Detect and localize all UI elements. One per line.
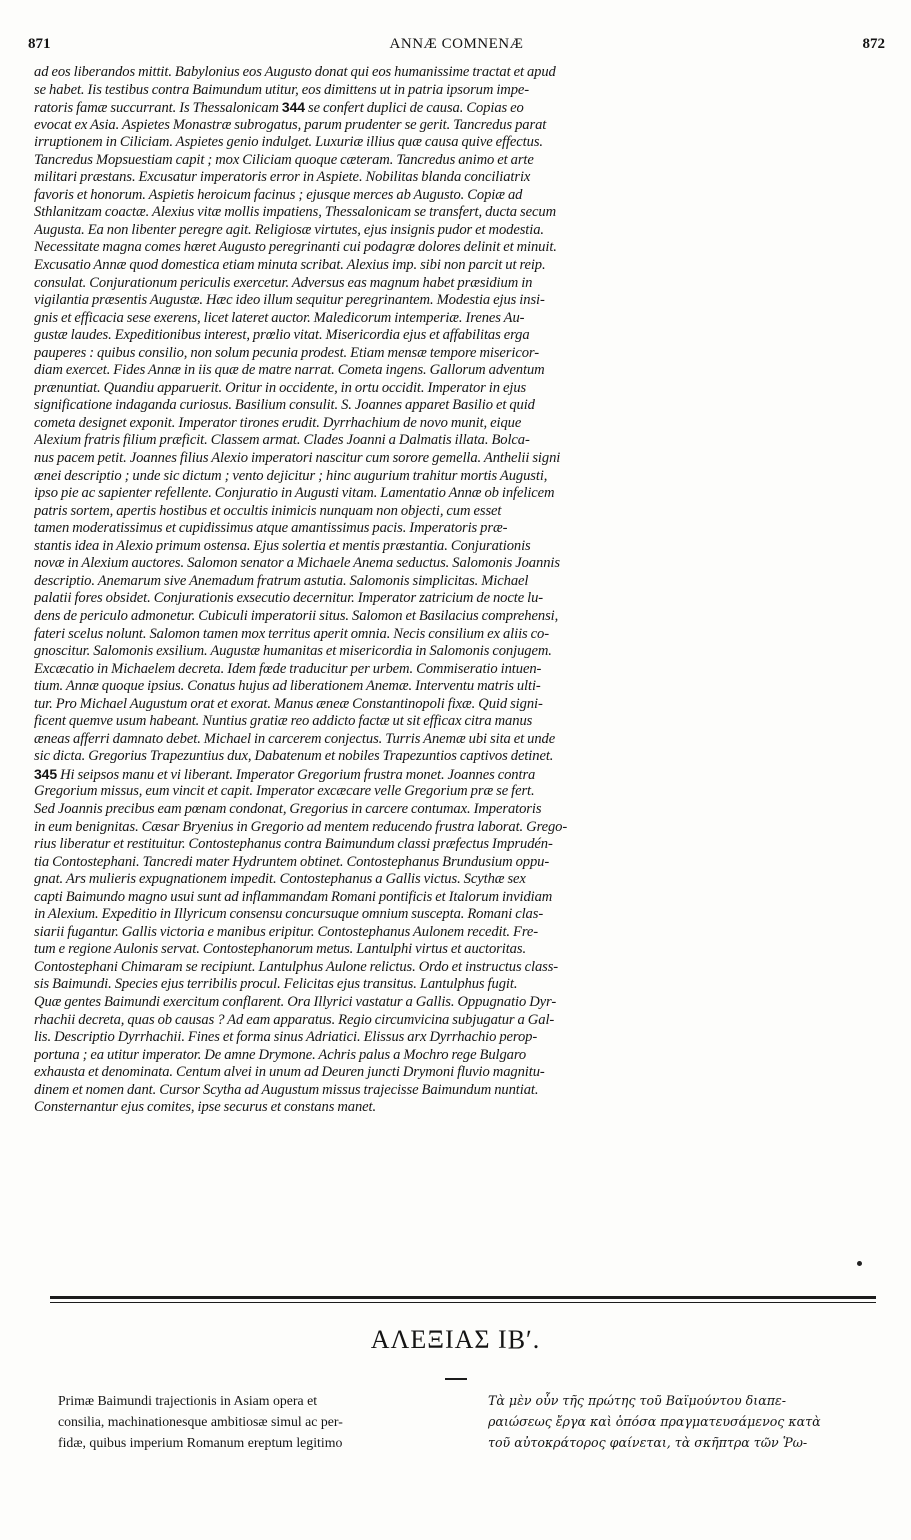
- summary-line: portuna ; ea utitur imperator. De amne Drymone. Achris palus a Mochro rege Bulgaro: [34, 1046, 527, 1063]
- section-divider-thin: [50, 1302, 876, 1303]
- summary-line: Necessitate magna comes hæret Augusto peregrinanti cui podagræ dolores delinit et minuit.: [34, 239, 557, 256]
- section-divider-thick: [50, 1296, 876, 1299]
- summary-line: dinem et nomen dant. Cursor Scytha ad Augustum missus trajecisse Baimundum nuntiat.: [34, 1081, 539, 1098]
- summary-line: nus pacem petit. Joannes filius Alexio imperatori nascitur cum sorore gemella. Anthelii signi: [34, 450, 561, 467]
- summary-line: prænuntiat. Quandiu apparuerit. Oritur in occidente, in ortu occidit. Imperator in ejus: [34, 379, 527, 396]
- summary-line: favoris et honorum. Aspietis heroicum facinus ; ejusque merces ab Augusto. Copiæ ad: [34, 186, 523, 203]
- summary-line: pauperes : quibus consilio, non solum pecunia prodest. Etiam mensæ tempore misericor-: [34, 344, 539, 361]
- summary-line: gnis et efficacia sese exerens, licet lateret auctor. Maledicorum intemperiæ. Irenes Au-: [34, 309, 525, 326]
- summary-line: descriptio. Anemarum sive Anemadum fratrum astutia. Salomonis simplicitas. Michael: [34, 572, 529, 589]
- summary-line: fateri scelus nolunt. Salomon tamen mox territus aperit omnia. Necis consilium ex aliis co-: [34, 625, 549, 642]
- column-number-marker: 345: [34, 765, 58, 782]
- summary-line: tia Contostephani. Tancredi mater Hydruntem obtinet. Contostephanus Brundusium oppu-: [34, 853, 550, 870]
- summary-line: Tancredus Mopsuestiam capit ; mox Ciliciam quoque cæteram. Tancredus animo et arte: [34, 151, 534, 168]
- summary-line: Excæcatio in Michaelem decreta. Idem fœde traducitur per urbem. Commiseratio intuen-: [34, 660, 542, 677]
- greek-line: Τὰ μὲν οὖν τῆς πρώτης τοῦ Βαϊμούντου διαπε-: [488, 1393, 787, 1408]
- summary-line: Sthlanitzam coactæ. Alexius vitæ mollis impatiens, Thessalonicam se transfert, ducta secum: [34, 204, 557, 221]
- summary-line: ænei descriptio ; unde sic dictum ; vento dejicitur ; hinc augurium trahitur mortis Augusti,: [34, 467, 548, 484]
- summary-line: rius liberatur et restituitur. Contostephanus contra Baimundum classi præfectus Imprudén-: [34, 836, 553, 853]
- latin-line: fidæ, quibus imperium Romanum ereptum legitimo: [58, 1435, 343, 1450]
- summary-line: ficent quemve usum habeant. Nuntius gratiæ reo addicto factæ ut sit efficax citra manus: [34, 713, 533, 730]
- summary-line: in eum benignitas. Cæsar Bryenius in Gregorio ad mentem reducendo frustra laborat. Grego-: [34, 818, 568, 835]
- end-mark: [857, 1261, 862, 1266]
- summary-line: lis. Descriptio Dyrrhachii. Fines et forma sinus Adriatici. Elissus arx Dyrrhachio perop-: [34, 1029, 538, 1046]
- page-number-left: 871: [28, 36, 51, 52]
- page-number-right: 872: [862, 36, 885, 52]
- running-title: ANNÆ COMNENÆ: [389, 36, 524, 52]
- chapter-summary: [34, 64, 876, 1117]
- summary-line: militari præstans. Excusatur imperatoris error in Aspiete. Nobilitas blanda conciliatrix: [34, 169, 531, 186]
- summary-line: in Alexium. Expeditio in Illyricum consensu concursuque omnium suscepta. Romani clas-: [34, 906, 544, 923]
- latin-column: [58, 1390, 453, 1453]
- summary-line: capti Baimundo magno usui sunt ad inflammandam Romani pontificis et Italorum invidiam: [34, 888, 553, 905]
- summary-line: Consternantur ejus comites, ipse securus et constans manet.: [34, 1099, 377, 1116]
- column-number-marker: 344: [281, 99, 305, 116]
- summary-line: patris sortem, apertis hostibus et occultis inimicis nunquam non objecti, cum esset: [34, 502, 502, 519]
- summary-line: Gregorium missus, eum vincit et capit. Imperator excæcare velle Gregorium præ se fert.: [34, 783, 535, 800]
- summary-line: tur. Pro Michael Augustum orat et exorat. Manus æneæ Constantinopoli fixæ. Quid signi-: [34, 695, 543, 712]
- book-title: ΑΛΕΞΙΑΣ ΙΒʹ.: [370, 1325, 541, 1354]
- summary-line: diam exercet. Fides Annæ in iis quæ de matre narrat. Cometa ingens. Gallorum adventum: [34, 362, 545, 379]
- summary-line: tum e regione Aulonis servat. Contostephanorum metus. Lantulphi virtus et auctoritas.: [34, 941, 526, 958]
- summary-line: æneas afferri damnato debet. Michael in carcerem conjectus. Turris Anemæ ubi sita et unde: [34, 730, 556, 747]
- summary-line: vigilantia præsentis Augustæ. Hæc ideo illum sequitur peregrinantem. Modestia ejus insi-: [34, 292, 545, 309]
- page-header: [28, 36, 885, 58]
- greek-line: ραιώσεως ἔργα καὶ ὁπόσα πραγματευσάμενος κατὰ: [488, 1414, 821, 1429]
- summary-line: Alexium fratris filium præficit. Classem armat. Clades Joanni a Dalmatis illata. Bolca-: [34, 432, 530, 449]
- summary-line: se habet. Iis testibus contra Baimundum utitur, eos dimittens ut in patria ipsorum impe-: [34, 81, 530, 98]
- summary-line: sis Baimundi. Species ejus terribilis procul. Felicitas ejus transitus. Lantulphus fugit.: [34, 976, 518, 993]
- summary-line: gnat. Ars mulieris expugnationem impedit. Contostephanus a Gallis victus. Scythæ sex: [34, 871, 526, 888]
- title-underline: [445, 1378, 467, 1380]
- summary-line: cometa designet exponit. Imperator tirones erudit. Dyrrhachium de novo munit, eique: [34, 414, 522, 431]
- summary-line: evocat ex Asia. Aspietes Monastræ subrogatus, parum prudenter se gerit. Tancredus parat: [34, 116, 547, 133]
- summary-line: 345 Hi seipsos manu et vi liberant. Imperator Gregorium frustra monet. Joannes contra: [34, 765, 536, 783]
- summary-line: stantis idea in Alexio primum ostensa. Ejus solertia et mentis præstantia. Conjurationis: [34, 537, 531, 554]
- summary-line: Quæ gentes Baimundi exercitum conflarent. Ora Illyrici vastatur a Gallis. Oppugnatio Dyr-: [34, 993, 557, 1010]
- summary-line: Contostephani Chimaram se recipiunt. Lantulphus Aulone relictus. Ordo et instructus class-: [34, 958, 559, 975]
- summary-line: ad eos liberandos mittit. Babylonius eos Augusto donat qui eos humanissime tractat et apud: [34, 64, 556, 80]
- summary-line: Augusta. Ea non libenter peregre agit. Religiosæ virtutes, ejus insignis pudor et modestia.: [34, 221, 544, 238]
- summary-line: dens de periculo admonetur. Cubiculi imperatorii situs. Salomon et Basilacius comprehensi,: [34, 607, 559, 624]
- summary-line: Sed Joannis precibus eam pœnam condonat, Gregorius in carcere contumax. Imperatoris: [34, 800, 542, 817]
- summary-line: ratoris famæ succurrant. Is Thessalonicam 344 se confert duplici de causa. Copias eo: [34, 99, 524, 117]
- summary-line: palatii fores obsidet. Conjurationis exsecutio decernitur. Imperator zatricium de nocte lu-: [34, 590, 544, 607]
- summary-line: exhausta et denominata. Centum alvei in unum ad Deuren juncti Drymoni fluvio magnitu-: [34, 1064, 545, 1081]
- summary-line: significatione indaganda curiosus. Basilium consulit. S. Joannes apparet Basilio et quid: [34, 397, 535, 414]
- summary-line: sic dicta. Gregorius Trapezuntius dux, Dabatenum et nobiles Trapezuntios captivos detinet.: [34, 748, 554, 765]
- summary-line: novæ in Alexium auctores. Salomon senator a Michaele Anema seductus. Salomonis Joannis: [34, 555, 560, 572]
- summary-line: gnoscitur. Salomonis exsilium. Augustæ humanitas et misericordia in Salomonis conjugem.: [34, 643, 552, 660]
- summary-line: siarii fugantur. Gallis victoria e manibus eripitur. Contostephanus Aulonem recedit. Fre-: [34, 923, 539, 940]
- summary-line: gustæ laudes. Expeditionibus interest, prœlio vitat. Misericordia ejus et affabilitas erga: [34, 327, 530, 344]
- summary-line: rhachii decreta, quas ob causas ? Ad eam apparatus. Regio circumvicina subjugatur a Gal-: [34, 1011, 555, 1028]
- summary-line: tamen moderatissimus et cupidissimus atque amantissimus pacis. Imperatoris præ-: [34, 520, 508, 537]
- summary-line: irruptionem in Ciliciam. Aspietes genio indulget. Luxuriæ illius quæ causa quive effectus.: [34, 134, 543, 151]
- greek-column: [488, 1390, 883, 1453]
- latin-line: Primæ Baimundi trajectionis in Asiam opera et: [58, 1393, 318, 1408]
- greek-line: τοῦ αὐτοκράτορος φαίνεται, τὰ σκῆπτρα τῶν Ῥω-: [488, 1435, 808, 1450]
- summary-line: ipso pie ac sapienter refellente. Conjuratio in Augusti vitam. Lamentatio Annæ ob infelicem: [34, 485, 555, 502]
- latin-line: consilia, machinationesque ambitiosæ simul ac per-: [58, 1414, 343, 1429]
- summary-line: Excusatio Annæ quod domestica etiam minuta scribat. Alexius imp. sibi non parcit ut reip.: [34, 257, 546, 274]
- summary-line: tium. Annæ quoque ipsius. Conatus hujus ad liberationem Anemæ. Interventu matris ulti-: [34, 678, 541, 695]
- summary-line: consulat. Conjurationum periculis exercetur. Adversus eas magnum habet præsidium in: [34, 274, 533, 291]
